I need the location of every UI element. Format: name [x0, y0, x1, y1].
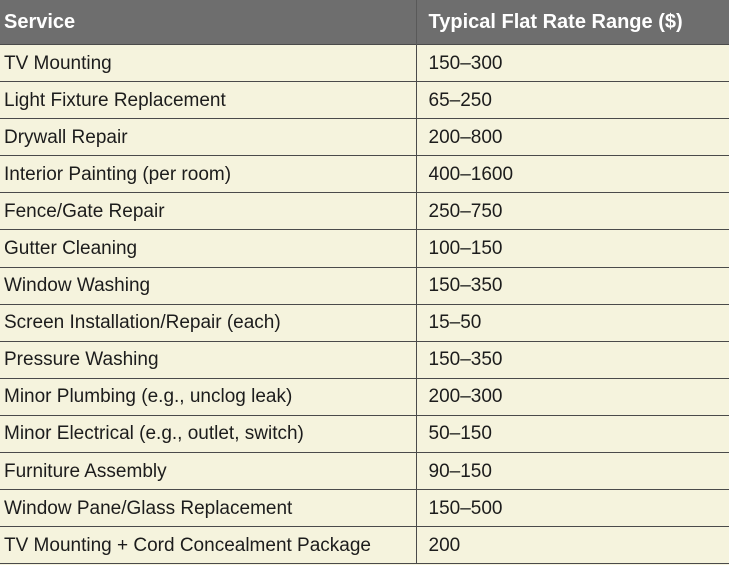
service-cell: Gutter Cleaning: [0, 230, 416, 267]
table-row: [0, 119, 729, 156]
table-row: [0, 453, 729, 490]
service-cell: Window Pane/Glass Replacement: [0, 490, 416, 527]
table-row: [0, 304, 729, 341]
rate-cell: 150–500: [416, 490, 729, 527]
rate-cell: 150–350: [416, 267, 729, 304]
service-cell: Drywall Repair: [0, 119, 416, 156]
rate-cell: 400–1600: [416, 156, 729, 193]
table-header: [0, 0, 729, 45]
table-row: [0, 82, 729, 119]
service-cell: Interior Painting (per room): [0, 156, 416, 193]
rate-cell: 100–150: [416, 230, 729, 267]
service-cell: Window Washing: [0, 267, 416, 304]
table-row: [0, 230, 729, 267]
service-cell: TV Mounting + Cord Concealment Package: [0, 527, 416, 564]
header-service: Service: [0, 0, 416, 45]
rate-cell: 90–150: [416, 453, 729, 490]
table-row: [0, 378, 729, 415]
rate-cell: 15–50: [416, 304, 729, 341]
rate-cell: 65–250: [416, 82, 729, 119]
table-body: [0, 45, 729, 564]
rate-cell: 200: [416, 527, 729, 564]
service-cell: Fence/Gate Repair: [0, 193, 416, 230]
table-row: [0, 415, 729, 452]
table-row: [0, 156, 729, 193]
service-cell: Pressure Washing: [0, 341, 416, 378]
header-row: [0, 0, 729, 45]
service-cell: Screen Installation/Repair (each): [0, 304, 416, 341]
service-cell: Minor Plumbing (e.g., unclog leak): [0, 378, 416, 415]
service-cell: Light Fixture Replacement: [0, 82, 416, 119]
table-row: [0, 341, 729, 378]
rate-cell: 200–300: [416, 378, 729, 415]
rate-cell: 200–800: [416, 119, 729, 156]
header-rate: Typical Flat Rate Range ($): [416, 0, 729, 45]
table-row: [0, 45, 729, 82]
table-row: [0, 527, 729, 564]
rate-cell: 50–150: [416, 415, 729, 452]
table-row: [0, 490, 729, 527]
rate-cell: 250–750: [416, 193, 729, 230]
rate-cell: 150–300: [416, 45, 729, 82]
table-row: [0, 193, 729, 230]
service-cell: TV Mounting: [0, 45, 416, 82]
service-cell: Minor Electrical (e.g., outlet, switch): [0, 415, 416, 452]
table-row: [0, 267, 729, 304]
rate-cell: 150–350: [416, 341, 729, 378]
service-cell: Furniture Assembly: [0, 453, 416, 490]
